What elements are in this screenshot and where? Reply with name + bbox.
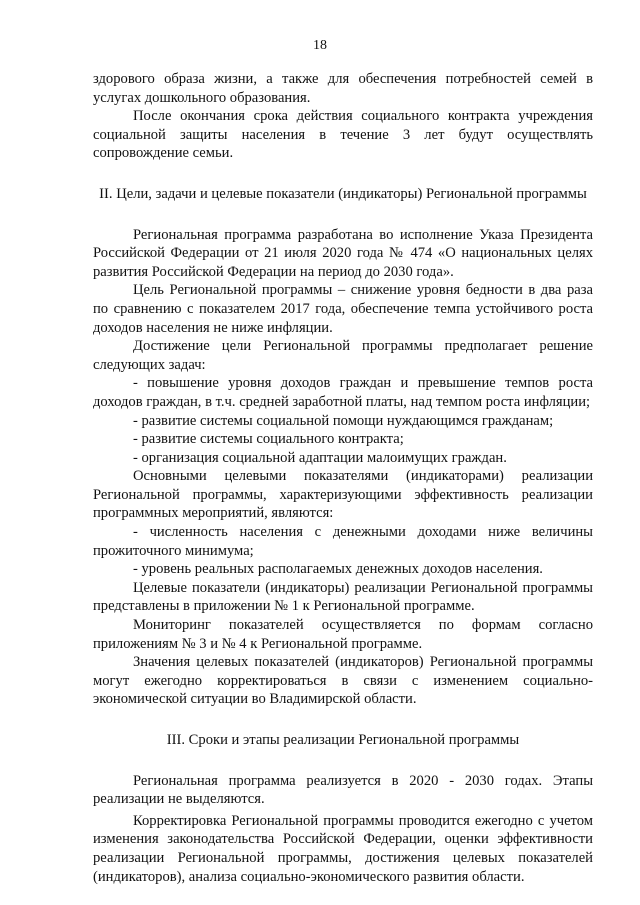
list-item-indicator: - численность населения с денежными доходами ниже величины прожиточного минимума; — [93, 524, 593, 559]
list-item-task: - развитие системы социального контракта; — [133, 431, 404, 448]
list-item-task: - организация социальной адаптации малоимущих граждан. — [133, 449, 507, 466]
paragraph-period: Региональная программа реализуется в 2020 - 2030 годах. Этапы реализации не выделяются. — [93, 772, 593, 808]
paragraph-appendix-1: Целевые показатели (индикаторы) реализации Региональной программы представлены в приложении № 1 к Региональной программе. — [93, 579, 593, 615]
document-body — [93, 70, 593, 886]
paragraph-decree: Региональная программа разработана во исполнение Указа Президента Российской Федерации от 21 июля 2020 года № 474 «О национальных целях развития Российской Федерации на период до 2030 года». — [93, 226, 593, 280]
paragraph-goal: Цель Региональной программы – снижение уровня бедности в два раза по сравнению с показателем 2017 года, обеспечение темпа устойчивого роста доходов населения не ниже инфляции. — [93, 282, 593, 336]
paragraph-indicators-intro: Основными целевыми показателями (индикаторами) реализации Региональной программы, характеризующими эффективность реализации программных мероприятий, являются: — [93, 468, 593, 522]
list-item-task: - развитие системы социальной помощи нуждающимся гражданам; — [133, 412, 554, 429]
list-item-task: - повышение уровня доходов граждан и превышение темпов роста доходов граждан, в т.ч. средней заработной платы, над темпом роста инфляции; — [93, 375, 593, 410]
paragraph-tasks-intro: Достижение цели Региональной программы предполагает решение следующих задач: — [93, 338, 593, 373]
section-heading-timing: III. Сроки и этапы реализации Региональной программы — [166, 732, 520, 748]
paragraph-adjustment: Значения целевых показателей (индикаторов) Региональной программы могут ежегодно корректироваться в связи с изменением социально-экономической ситуации во Владимирской области. — [93, 654, 593, 708]
paragraph-monitoring: Мониторинг показателей осуществляется по формам согласно приложениям № 3 и № 4 к Региональной программе. — [93, 617, 593, 652]
paragraph-continuation: здорового образа жизни, а также для обеспечения потребностей семей в услугах дошкольного образования. — [93, 71, 593, 106]
paragraph-correction: Корректировка Региональной программы проводится ежегодно с учетом изменения законодательства Российской Федерации, оценки эффективности реализации Региональной программы, достижения целевых показателей (индикаторов), анализа социально-экономического развития области. — [93, 812, 593, 885]
paragraph-social-contract: После окончания срока действия социального контракта учреждения социальной защиты населения в течение 3 лет будут осуществлять сопровождение семьи. — [93, 108, 593, 162]
section-heading-goals: II. Цели, задачи и целевые показатели (индикаторы) Региональной программы — [99, 185, 587, 202]
page-number: 18 — [313, 38, 327, 53]
list-item-indicator: - уровень реальных располагаемых денежных доходов населения. — [133, 561, 543, 578]
